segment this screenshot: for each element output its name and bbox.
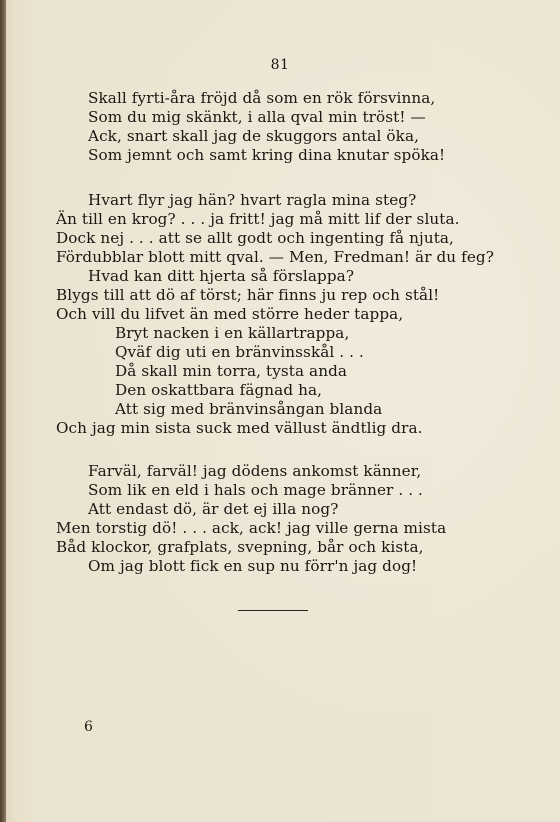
poem-line: Bryt nacken i en källartrappa, [115,324,350,342]
poem-line: Hvart flyr jag hän? hvart ragla mina steg? [88,191,417,209]
poem-line: Att sig med bränvinsångan blanda [115,400,383,418]
book-spine-edge [0,0,6,822]
poem-line: Än till en krog? . . . ja fritt! jag må mitt lif der sluta. [56,210,460,228]
poem-line: Om jag blott fick en sup nu förr'n jag dog! [88,557,418,575]
poem-line: Den oskattbara fägnad ha, [115,381,323,399]
poem-line: Ack, snart skall jag de skuggors antal öka, [88,127,420,145]
poem-line: Farväl, farväl! jag dödens ankomst känner, [88,462,422,480]
poem-line: Fördubblar blott mitt qval. — Men, Fredman! är du feg? [56,248,494,266]
poem-line: Då skall min torra, tysta anda [115,362,348,380]
signature-mark: 6 [84,719,93,735]
poem-line: Blygs till att dö af törst; här finns ju rep och stål! [56,286,440,304]
poem-line: Som lik en eld i hals och mage bränner . . . [88,481,423,499]
poem-line: Och jag min sista suck med vällust ändtlig dra. [56,419,423,437]
poem-line: Skall fyrti-åra fröjd då som en rök försvinna, [88,89,436,107]
poem-line: Men torstig dö! . . . ack, ack! jag ville gerna mista [56,519,447,537]
poem-line: Dock nej . . . att se allt godt och ingenting få njuta, [56,229,454,247]
section-divider-rule [238,610,308,611]
poem-line: Som jemnt och samt kring dina knutar spöka! [88,146,446,164]
poem-line: Som du mig skänkt, i alla qval min tröst! — [88,108,426,126]
poem-line: Hvad kan ditt hjerta så förslappa? [88,267,355,285]
poem-line: Och vill du lifvet än med större heder tappa, [56,305,404,323]
page-number: 81 [270,57,290,73]
poem-line: Qväf dig uti en bränvinsskål . . . [115,343,364,361]
poem-line: Att endast dö, är det ej illa nog? [88,500,339,518]
poem-line: Båd klockor, grafplats, svepning, bår och kista, [56,538,424,556]
